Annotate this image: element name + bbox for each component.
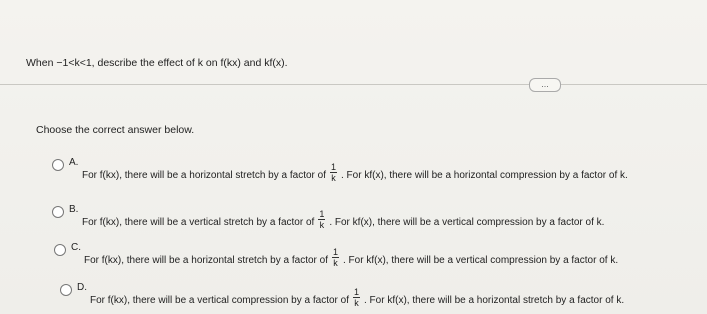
choice-text-after: . For kf(x), there will be a vertical compression by a factor of k. [343,255,619,266]
fraction [330,162,337,183]
choice-letter: C. [71,242,81,253]
radio-button-c[interactable] [54,244,66,256]
choice-text-before: For f(kx), there will be a vertical stretch by a factor of [82,217,315,228]
choice-letter: A. [69,157,79,168]
choice-text-before: For f(kx), there will be a horizontal stretch by a factor of [84,255,328,266]
choice-text [82,209,605,233]
choice-text-after: . For kf(x), there will be a vertical compression by a factor of k. [329,217,605,228]
fraction [318,209,325,230]
fraction-numerator: 1 [353,287,359,297]
choice-text [84,247,619,271]
more-options-button[interactable]: ... [529,78,561,92]
radio-button-d[interactable] [60,284,72,296]
fraction-denominator: k [331,173,336,183]
choice-text-after: . For kf(x), there will be a horizontal stretch by a factor of k. [364,295,625,306]
divider [0,84,707,85]
fraction-denominator: k [354,298,359,308]
choice-letter: B. [69,204,79,215]
fraction-denominator: k [319,220,325,230]
question-text: When −1<k<1, describe the effect of k on f(kx) and kf(x). [26,57,288,69]
fraction-numerator: 1 [319,209,325,219]
choice-text-before: For f(kx), there will be a horizontal stretch by a factor of [82,170,326,181]
choice-text [82,162,628,186]
fraction-numerator: 1 [330,162,336,172]
answer-prompt: Choose the correct answer below. [36,124,195,136]
choice-text [90,287,625,311]
fraction-numerator: 1 [332,247,338,257]
fraction [353,287,360,308]
fraction [332,247,339,268]
choice-letter: D. [77,282,87,293]
choice-text-before: For f(kx), there will be a vertical compression by a factor of [90,295,349,306]
radio-button-a[interactable] [52,159,64,171]
choice-text-after: . For kf(x), there will be a horizontal compression by a factor of k. [341,170,628,181]
fraction-denominator: k [333,258,338,268]
radio-button-b[interactable] [52,206,64,218]
